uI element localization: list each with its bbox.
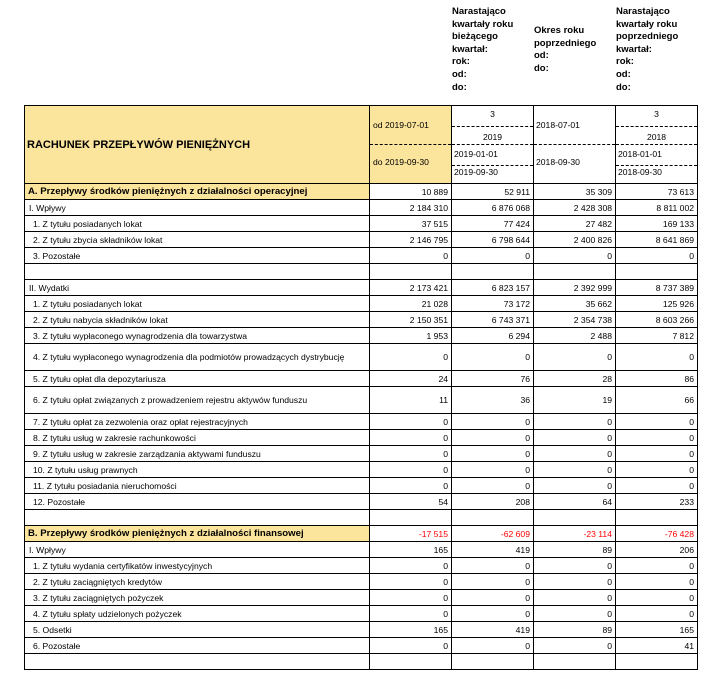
table-row	[25, 232, 698, 248]
value-cell	[534, 264, 616, 280]
table-row	[25, 344, 698, 371]
value-cell: 89	[534, 622, 616, 638]
value-cell: 0	[452, 462, 534, 478]
value-cell: 0	[370, 344, 452, 371]
row-label: 9. Z tytułu usług w zakresie zarządzania aktywami funduszu	[25, 446, 370, 462]
value-cell: 19	[534, 387, 616, 414]
table-title: RACHUNEK PRZEPŁYWÓW PIENIĘŻNYCH	[25, 106, 370, 184]
table-header-row	[25, 106, 698, 184]
value-cell: 0	[616, 574, 698, 590]
period2-cell	[452, 106, 534, 184]
value-cell: 0	[616, 248, 698, 264]
row-label: 2. Z tytułu nabycia składników lokat	[25, 312, 370, 328]
value-cell: 2 184 310	[370, 200, 452, 216]
table-row	[25, 462, 698, 478]
value-cell: 73 613	[616, 184, 698, 200]
value-cell: 41	[616, 638, 698, 654]
row-label: A. Przepływy środków pieniężnych z działalności operacyjnej	[25, 184, 370, 200]
value-cell: 2 150 351	[370, 312, 452, 328]
value-cell: 37 515	[370, 216, 452, 232]
table-row	[25, 478, 698, 494]
value-cell: 86	[616, 371, 698, 387]
value-cell: 419	[452, 542, 534, 558]
value-cell: 0	[370, 414, 452, 430]
period4-to: 2018-09-30	[618, 167, 662, 177]
blank-row	[25, 510, 698, 526]
row-label	[25, 510, 370, 526]
value-cell: 0	[616, 590, 698, 606]
table-row	[25, 494, 698, 510]
value-cell: 0	[370, 446, 452, 462]
table-row	[25, 446, 698, 462]
row-label: 4. Z tytułu wypłaconego wynagrodzenia dla podmiotów prowadzących dystrybucję	[25, 344, 370, 371]
value-cell: 64	[534, 494, 616, 510]
value-cell: 0	[616, 344, 698, 371]
value-cell: 66	[616, 387, 698, 414]
value-cell: 0	[370, 638, 452, 654]
period1-cell	[370, 106, 452, 184]
value-cell: 2 354 738	[534, 312, 616, 328]
period2-year: 2019	[482, 132, 503, 142]
value-cell: 0	[534, 462, 616, 478]
row-label: 1. Z tytułu posiadanych lokat	[25, 296, 370, 312]
row-label: 6. Pozostałe	[25, 638, 370, 654]
table-row	[25, 622, 698, 638]
value-cell	[534, 654, 616, 670]
value-cell: -76 428	[616, 526, 698, 542]
value-cell: 0	[534, 446, 616, 462]
row-label	[25, 264, 370, 280]
value-cell: 0	[534, 606, 616, 622]
period3-from: 2018-07-01	[536, 120, 580, 130]
value-cell	[616, 510, 698, 526]
cash-flow-table	[24, 105, 698, 670]
value-cell: 54	[370, 494, 452, 510]
table-row	[25, 328, 698, 344]
value-cell: 0	[534, 558, 616, 574]
value-cell: 6 876 068	[452, 200, 534, 216]
value-cell: 0	[616, 430, 698, 446]
section-row	[25, 526, 698, 542]
row-label: 3. Pozostałe	[25, 248, 370, 264]
value-cell: 0	[452, 606, 534, 622]
table-row	[25, 371, 698, 387]
period4-cell	[616, 106, 698, 184]
row-label: 1. Z tytułu wydania certyfikatów inwestycyjnych	[25, 558, 370, 574]
row-label: 7. Z tytułu opłat za zezwolenia oraz opłat rejestracyjnych	[25, 414, 370, 430]
period4-quarter: 3	[654, 109, 659, 119]
row-label: 4. Z tytułu spłaty udzielonych pożyczek	[25, 606, 370, 622]
table-row	[25, 414, 698, 430]
value-cell: 6 823 157	[452, 280, 534, 296]
value-cell: 0	[452, 558, 534, 574]
value-cell: 0	[534, 430, 616, 446]
table-row	[25, 606, 698, 622]
value-cell: 28	[534, 371, 616, 387]
row-label: 5. Odsetki	[25, 622, 370, 638]
value-cell: 89	[534, 542, 616, 558]
row-label: II. Wydatki	[25, 280, 370, 296]
blank-row	[25, 654, 698, 670]
value-cell: 24	[370, 371, 452, 387]
value-cell: 0	[452, 590, 534, 606]
value-cell: 8 603 266	[616, 312, 698, 328]
value-cell	[370, 264, 452, 280]
value-cell	[452, 264, 534, 280]
value-cell: 0	[452, 638, 534, 654]
period2-to: 2019-09-30	[454, 167, 498, 177]
table-row	[25, 590, 698, 606]
value-cell: 21 028	[370, 296, 452, 312]
value-cell: 419	[452, 622, 534, 638]
value-cell: 0	[452, 478, 534, 494]
table-row	[25, 574, 698, 590]
value-cell: 0	[452, 446, 534, 462]
row-label: 3. Z tytułu wypłaconego wynagrodzenia dla towarzystwa	[25, 328, 370, 344]
value-cell: 0	[370, 462, 452, 478]
value-cell: 11	[370, 387, 452, 414]
value-cell: 0	[616, 446, 698, 462]
value-cell: 0	[616, 462, 698, 478]
value-cell: 0	[534, 590, 616, 606]
row-label: 6. Z tytułu opłat związanych z prowadzeniem rejestru aktywów funduszu	[25, 387, 370, 414]
value-cell: 125 926	[616, 296, 698, 312]
row-label: I. Wpływy	[25, 542, 370, 558]
value-cell: 0	[370, 558, 452, 574]
value-cell: 165	[370, 542, 452, 558]
value-cell: 76	[452, 371, 534, 387]
col2-header-label: Narastająco kwartały roku bieżącego kwartał: rok: od: do:	[452, 6, 514, 93]
row-label: 11. Z tytułu posiadania nieruchomości	[25, 478, 370, 494]
row-label: 2. Z tytułu zaciągniętych kredytów	[25, 574, 370, 590]
value-cell: 0	[452, 344, 534, 371]
blank-row	[25, 264, 698, 280]
value-cell	[370, 510, 452, 526]
table-row	[25, 296, 698, 312]
value-cell: 165	[370, 622, 452, 638]
value-cell: 8 641 869	[616, 232, 698, 248]
value-cell: 2 400 826	[534, 232, 616, 248]
table-row	[25, 200, 698, 216]
value-cell: 0	[370, 574, 452, 590]
value-cell: 0	[370, 590, 452, 606]
period2-quarter: 3	[490, 109, 495, 119]
row-label: 1. Z tytułu posiadanych lokat	[25, 216, 370, 232]
value-cell: 0	[616, 558, 698, 574]
table-row	[25, 216, 698, 232]
value-cell: 206	[616, 542, 698, 558]
value-cell: 77 424	[452, 216, 534, 232]
value-cell	[452, 510, 534, 526]
value-cell: 0	[370, 248, 452, 264]
value-cell: 7 812	[616, 328, 698, 344]
value-cell: 0	[534, 478, 616, 494]
value-cell: -23 114	[534, 526, 616, 542]
value-cell: 2 392 999	[534, 280, 616, 296]
value-cell: 0	[370, 478, 452, 494]
table-row	[25, 638, 698, 654]
value-cell: 0	[370, 430, 452, 446]
row-label: 5. Z tytułu opłat dla depozytariusza	[25, 371, 370, 387]
value-cell: 208	[452, 494, 534, 510]
period4-year: 2018	[646, 132, 667, 142]
period2-from: 2019-01-01	[454, 149, 498, 159]
table-row	[25, 280, 698, 296]
value-cell: 0	[616, 478, 698, 494]
row-label: 2. Z tytułu zbycia składników lokat	[25, 232, 370, 248]
table-row	[25, 312, 698, 328]
value-cell: 233	[616, 494, 698, 510]
value-cell: 35 309	[534, 184, 616, 200]
value-cell: 8 811 002	[616, 200, 698, 216]
period1-from: od 2019-07-01	[373, 120, 429, 130]
period1-to: do 2019-09-30	[373, 157, 429, 167]
value-cell: 0	[616, 414, 698, 430]
value-cell: 0	[534, 248, 616, 264]
row-label: 3. Z tytułu zaciągniętych pożyczek	[25, 590, 370, 606]
value-cell: 0	[534, 574, 616, 590]
value-cell: 0	[534, 414, 616, 430]
value-cell: 73 172	[452, 296, 534, 312]
value-cell	[616, 654, 698, 670]
value-cell: 0	[452, 574, 534, 590]
value-cell: 10 889	[370, 184, 452, 200]
value-cell: 52 911	[452, 184, 534, 200]
col4-header-label: Narastająco kwartały roku poprzedniego kwartał: rok: od: do:	[616, 6, 679, 93]
value-cell: 36	[452, 387, 534, 414]
value-cell: 35 662	[534, 296, 616, 312]
value-cell: 2 173 421	[370, 280, 452, 296]
value-cell: 1 953	[370, 328, 452, 344]
value-cell: -62 609	[452, 526, 534, 542]
value-cell: 0	[452, 430, 534, 446]
value-cell	[534, 510, 616, 526]
value-cell: 0	[452, 414, 534, 430]
value-cell	[616, 264, 698, 280]
value-cell: 165	[616, 622, 698, 638]
value-cell: 27 482	[534, 216, 616, 232]
value-cell: 2 428 308	[534, 200, 616, 216]
value-cell: 6 798 644	[452, 232, 534, 248]
row-label: B. Przepływy środków pieniężnych z działalności finansowej	[25, 526, 370, 542]
period3-to: 2018-09-30	[536, 157, 580, 167]
value-cell	[452, 654, 534, 670]
table-row	[25, 558, 698, 574]
value-cell: 6 294	[452, 328, 534, 344]
table-row	[25, 248, 698, 264]
value-cell: 0	[534, 344, 616, 371]
section-row	[25, 184, 698, 200]
value-cell: -17 515	[370, 526, 452, 542]
value-cell: 8 737 389	[616, 280, 698, 296]
table-row	[25, 430, 698, 446]
value-cell: 2 146 795	[370, 232, 452, 248]
row-label: 8. Z tytułu usług w zakresie rachunkowości	[25, 430, 370, 446]
period3-cell	[534, 106, 616, 184]
value-cell: 2 488	[534, 328, 616, 344]
value-cell: 6 743 371	[452, 312, 534, 328]
row-label: I. Wpływy	[25, 200, 370, 216]
value-cell	[370, 654, 452, 670]
value-cell: 0	[370, 606, 452, 622]
row-label: 10. Z tytułu usług prawnych	[25, 462, 370, 478]
table-row	[25, 542, 698, 558]
value-cell: 169 133	[616, 216, 698, 232]
row-label: 12. Pozostałe	[25, 494, 370, 510]
value-cell: 0	[616, 606, 698, 622]
col3-header-label: Okres roku poprzedniego od: do:	[534, 25, 597, 74]
period4-from: 2018-01-01	[618, 149, 662, 159]
value-cell: 0	[452, 248, 534, 264]
row-label	[25, 654, 370, 670]
table-row	[25, 387, 698, 414]
value-cell: 0	[534, 638, 616, 654]
